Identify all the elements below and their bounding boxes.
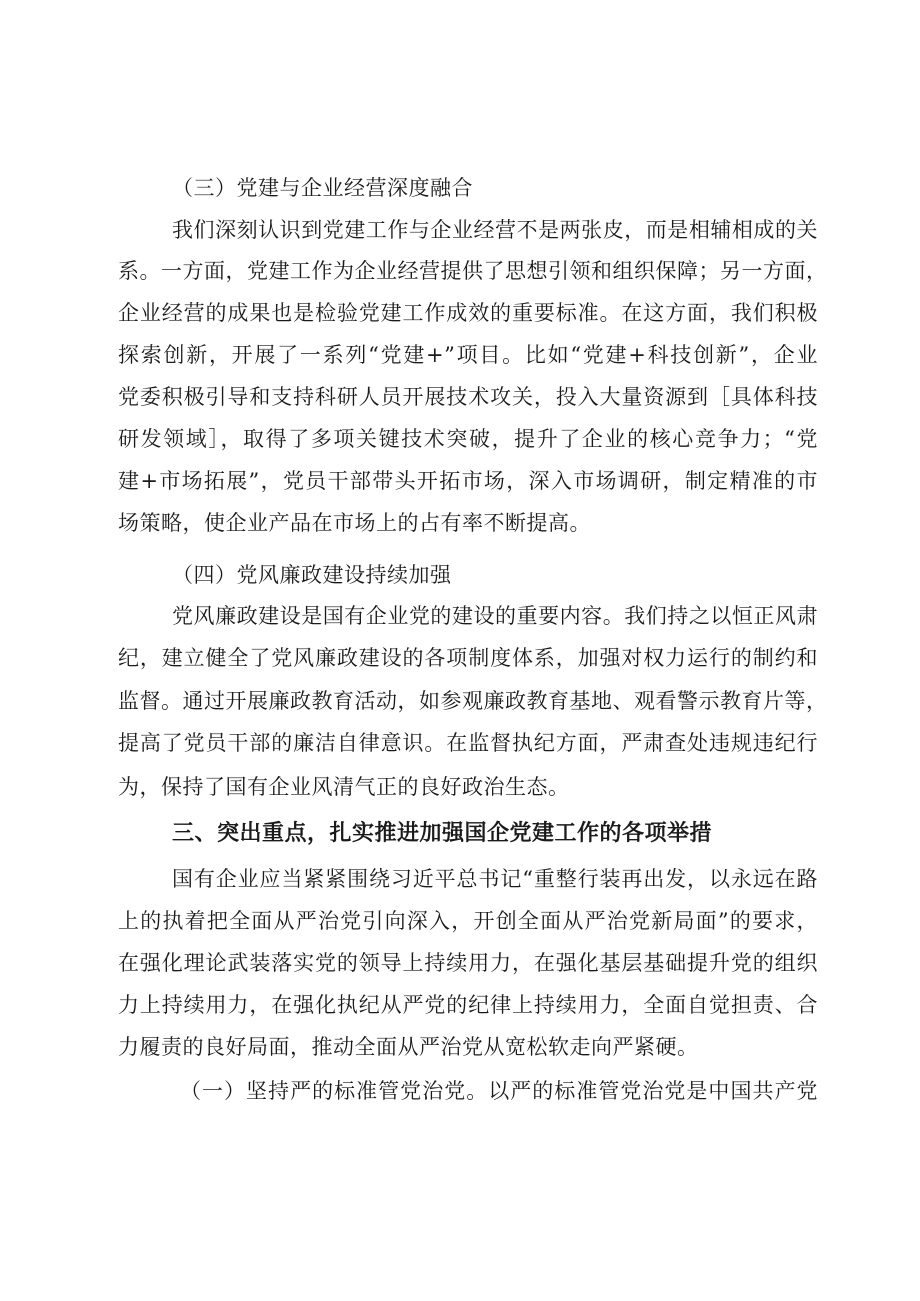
paragraph-line: 监督。通过开展廉政教育活动，如参观廉政教育基地、观看警示教育片等， [118,689,828,713]
paragraph-line: 党委积极引导和支持科研人员开展技术攻关，投入大量资源到［具体科技 [118,385,818,409]
paragraph-line: 在强化理论武装落实党的领导上持续用力，在强化基层基础提升党的组织 [118,951,818,975]
paragraph-line: 提高了党员干部的廉洁自律意识。在监督执纪方面，严肃查处违规违纪行 [118,731,818,755]
paragraph-line: 探索创新，开展了一系列“党建+”项目。比如“党建+科技创新”，企业 [118,343,818,367]
paragraph-line: 为，保持了国有企业风清气正的良好政治生态。 [118,775,570,799]
paragraph-line: 上的执着把全面从严治党引向深入，开创全面从严治党新局面”的要求， [118,909,818,933]
paragraph-line: 纪，建立健全了党风廉政建设的各项制度体系，加强对权力运行的制约和 [118,646,818,670]
paragraph-line: 企业经营的成果也是检验党建工作成效的重要标准。在这方面，我们积极 [118,301,818,325]
paragraph-line: 力上持续用力，在强化执纪从严党的纪律上持续用力，全面自觉担责、合 [118,993,818,1017]
subsection-heading-4: （四）党风廉政建设持续加强 [172,563,452,587]
paragraph-line: 国有企业应当紧紧围绕习近平总书记“重整行装再出发，以永远在路 [172,867,818,891]
paragraph-line: 我们深刻认识到党建工作与企业经营不是两张皮，而是相辅相成的关 [172,218,818,242]
paragraph-line: （一）坚持严的标准管党治党。以严的标准管党治党是中国共产党 [180,1079,818,1103]
section-heading: 三、突出重点，扎实推进加强国企党建工作的各项举措 [172,821,713,846]
paragraph-line: 研发领域］，取得了多项关键技术突破，提升了企业的核心竞争力；“党 [118,427,818,451]
paragraph-line: 党风廉政建设是国有企业党的建设的重要内容。我们持之以恒正风肃 [172,604,818,628]
paragraph-line: 场策略，使企业产品在市场上的占有率不断提高。 [118,511,591,535]
paragraph-line: 建+市场拓展”，党员干部带头开拓市场，深入市场调研，制定精准的市 [118,469,818,493]
paragraph-line: 力履责的良好局面，推动全面从严治党从宽松软走向严紧硬。 [118,1035,699,1059]
paragraph-line: 系。一方面，党建工作为企业经营提供了思想引领和组织保障；另一方面， [118,259,828,283]
subsection-heading-3: （三）党建与企业经营深度融合 [172,176,473,200]
